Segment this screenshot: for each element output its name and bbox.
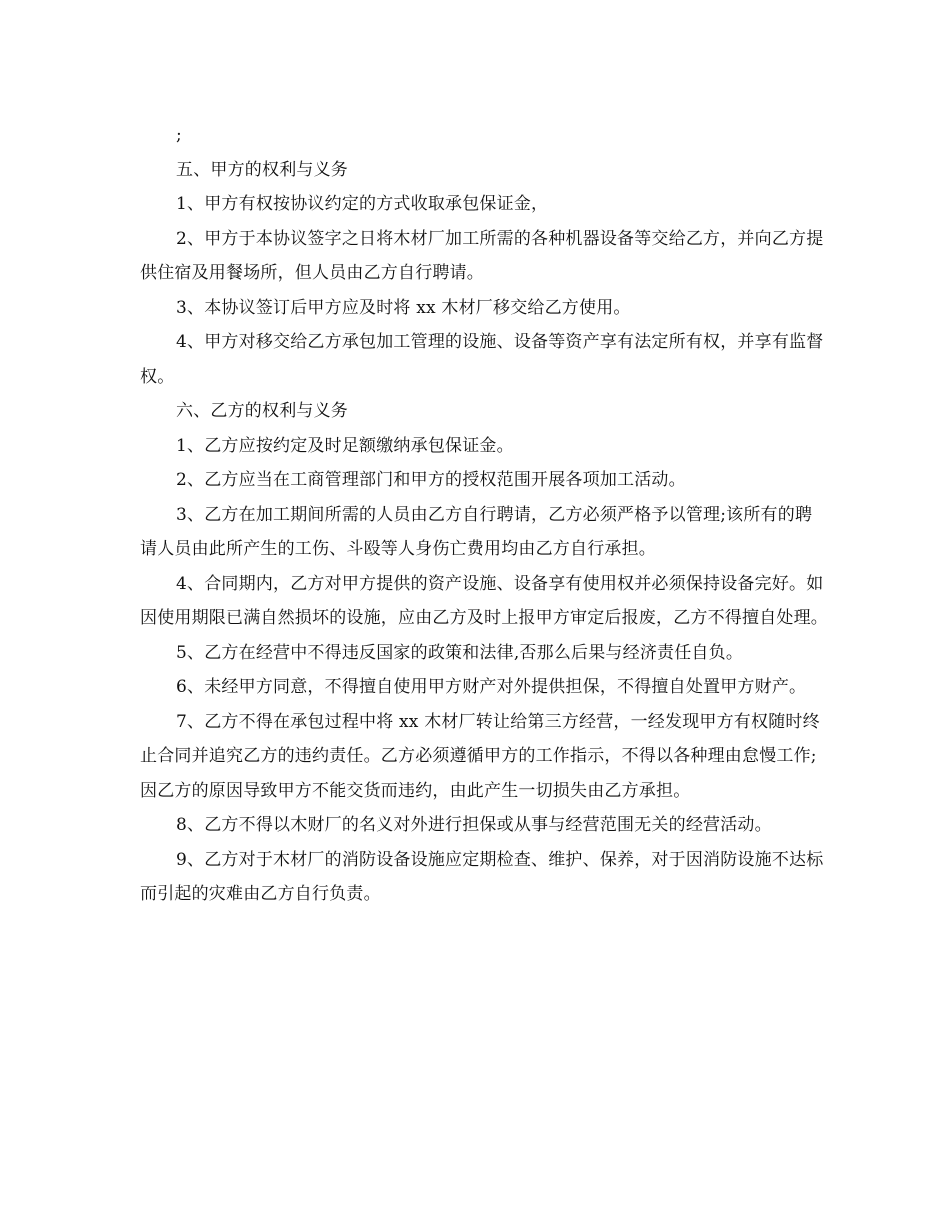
clause-b-1: 1、乙方应按约定及时足额缴纳承包保证金。 [176,435,514,456]
clause-a-3: 3、本协议签订后甲方应及时将 xx 木材厂移交给乙方使用。 [176,297,631,318]
section-heading-party-b: 六、乙方的权利与义务 [176,401,348,421]
clause-b-4: 4、合同期内，乙方对甲方提供的资产设施、设备享有使用权并必须保持设备完好。如因使用期限已满自然损坏的设施，应由乙方及时上报甲方审定后报废，乙方不得擅自处理。 [140,573,828,628]
clause-b-2: 2、乙方应当在工商管理部门和甲方的授权范围开展各项加工活动。 [176,470,686,490]
clause-a-1: 1、甲方有权按协议约定的方式收取承包保证金， [176,194,549,214]
clause-a-2: 2、甲方于本协议签字之日将木材厂加工所需的各种机器设备等交给乙方，并向乙方提供住宿及用餐场所，但人员由乙方自行聘请。 [140,228,824,283]
document-body [140,118,828,912]
clause-a-4: 4、甲方对移交给乙方承包加工管理的设施、设备等资产享有法定所有权，并享有监督权。 [140,332,824,387]
clause-b-3: 3、乙方在加工期间所需的人员由乙方自行聘请，乙方必须严格予以管理;该所有的聘请人员由此所产生的工伤、斗殴等人身伤亡费用均由乙方自行承担。 [140,504,813,559]
clause-b-8: 8、乙方不得以木财厂的名义对外进行担保或从事与经营范围无关的经营活动。 [176,815,772,835]
clause-b-9: 9、乙方对于木材厂的消防设备设施应定期检查、维护、保养，对于因消防设施不达标而引起的灾难由乙方自行负责。 [140,849,824,904]
clause-b-6: 6、未经甲方同意，不得擅自使用甲方财产对外提供担保，不得擅自处置甲方财产。 [176,677,807,697]
paragraph-separator: ; [176,125,182,145]
clause-b-7: 7、乙方不得在承包过程中将 xx 木材厂转让给第三方经营，一经发现甲方有权随时终止合同并追究乙方的违约责任。乙方必须遵循甲方的工作指示，不得以各种理由怠慢工作;因乙方的原因导致甲方不能交货而违约，由此产生一切损失由乙方承担。 [140,711,820,801]
clause-b-5: 5、乙方在经营中不得违反国家的政策和法律,否那么后果与经济责任自负。 [176,642,744,663]
section-heading-party-a: 五、甲方的权利与义务 [176,159,348,180]
